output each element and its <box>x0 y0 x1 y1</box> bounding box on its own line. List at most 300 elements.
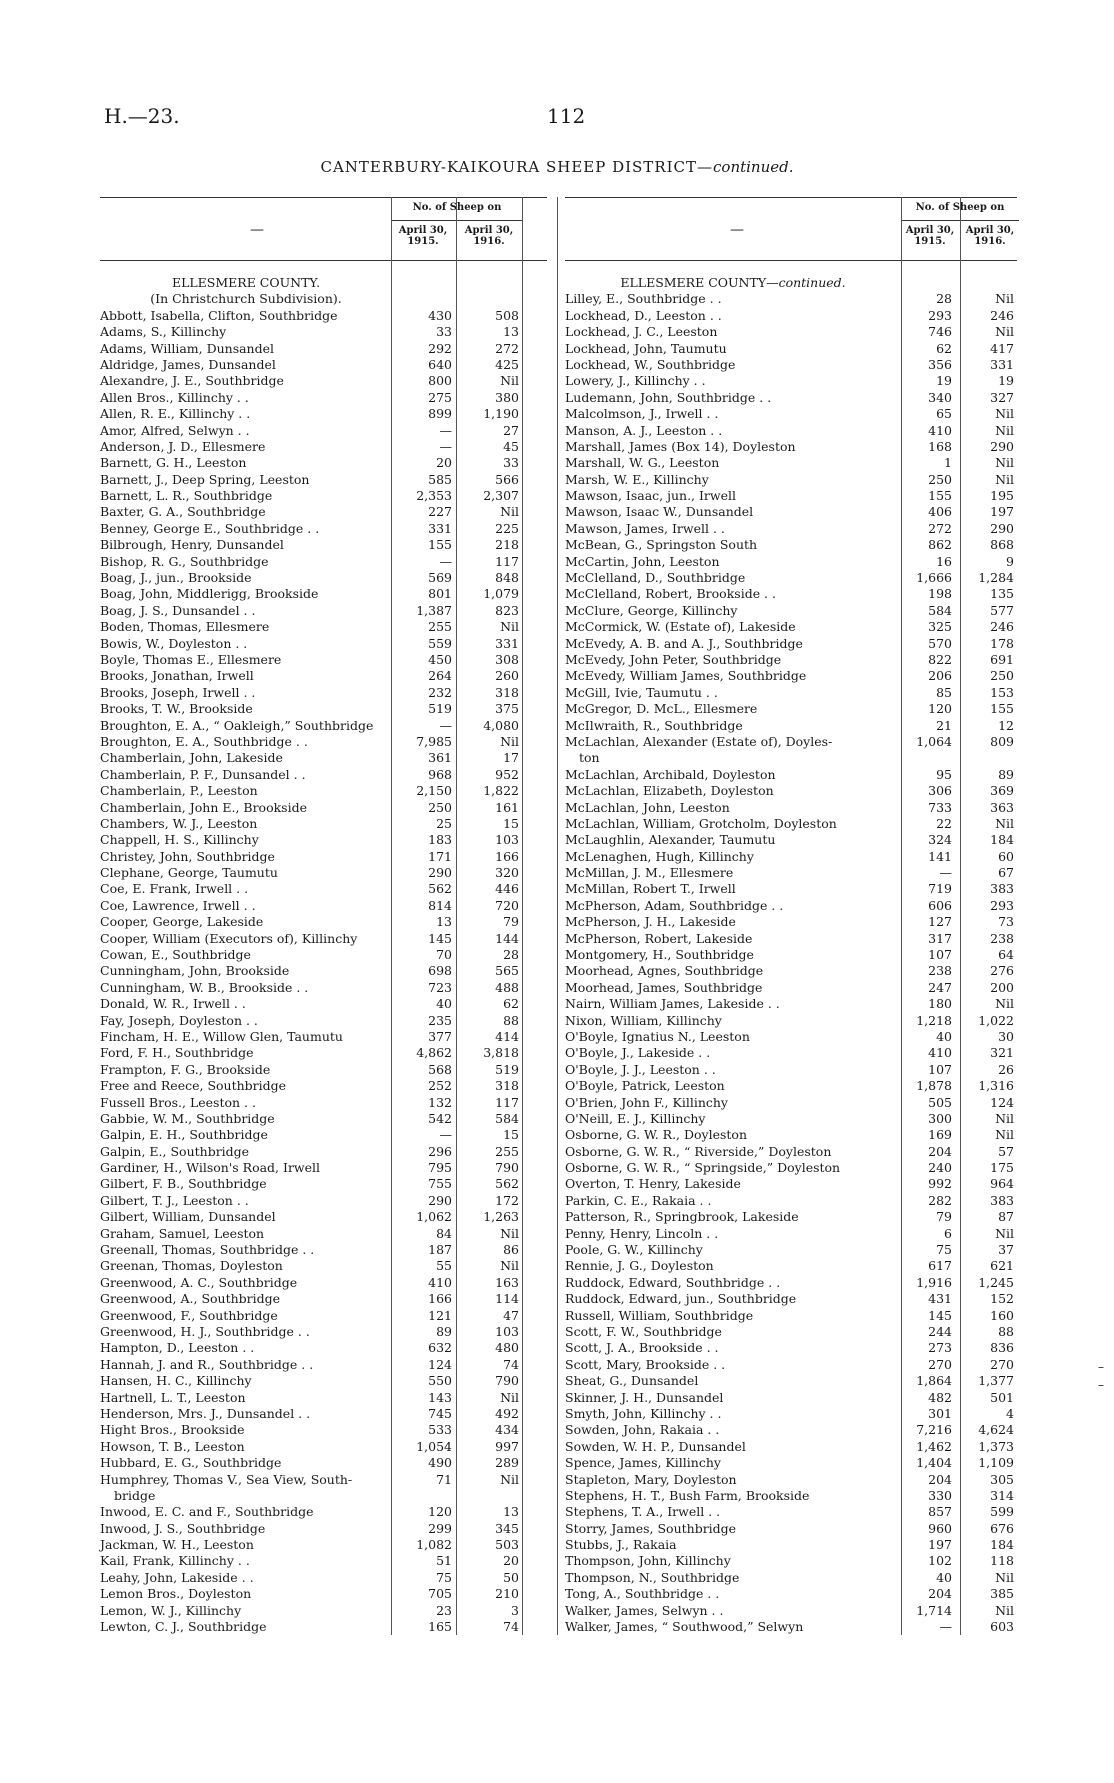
table-row <box>100 341 547 357</box>
row-value-1916: 508 <box>495 307 519 323</box>
row-name: Scott, F. W., Southbridge <box>565 1324 722 1339</box>
row-value-1915: 62 <box>936 340 952 356</box>
row-name: Stubbs, J., Rakaia <box>565 1537 677 1553</box>
row-value-1916: 153 <box>990 684 1014 700</box>
row-name: Gilbert, F. B., Southbridge <box>100 1176 267 1192</box>
table-row <box>100 324 547 340</box>
row-name: McBean, G., Springston South <box>565 537 758 553</box>
row-value-1915: 968 <box>428 766 452 782</box>
row-name: McEvedy, John Peter, Southbridge <box>565 651 782 667</box>
row-value-1916: 184 <box>990 832 1014 848</box>
table-row <box>565 423 1017 439</box>
table-row <box>565 390 1017 406</box>
row-name: Adams, William, Dunsandel <box>100 340 275 356</box>
table-row <box>565 1242 1017 1258</box>
page-number: 112 <box>547 104 586 128</box>
row-name: Brooks, Joseph, Irwell . . <box>100 684 256 700</box>
row-name: Amor, Alfred, Selwyn . . <box>100 422 250 438</box>
row-value-1916: 163 <box>495 1274 519 1290</box>
row-value-1915: 1 <box>944 455 952 471</box>
row-value-1915: 120 <box>928 701 952 717</box>
row-value-1915: 1,062 <box>416 1209 452 1225</box>
row-value-1916: 809 <box>990 733 1014 749</box>
row-name: Osborne, G. W. R., “ Riverside,” Doyleston <box>565 1143 832 1159</box>
table-row <box>100 1422 547 1438</box>
table-row <box>565 291 1017 307</box>
table-row <box>100 1013 547 1029</box>
row-value-1916: 434 <box>495 1422 519 1438</box>
table-row <box>565 1324 1017 1340</box>
table-row <box>100 718 547 734</box>
table-row <box>100 1045 547 1061</box>
table-row <box>100 668 547 684</box>
row-name: O'Brien, John F., Killinchy <box>565 1094 728 1110</box>
row-name: Greenan, Thomas, Doyleston <box>100 1258 283 1274</box>
row-value-1916: 691 <box>990 651 1014 667</box>
row-name: Manson, A. J., Leeston . . <box>565 422 723 438</box>
row-value-1916: 15 <box>503 815 519 831</box>
table-row <box>100 439 547 455</box>
row-value-1916: 566 <box>495 471 519 487</box>
row-value-1915: 270 <box>928 1356 952 1372</box>
row-value-1916: 33 <box>503 455 519 471</box>
row-value-1915: 296 <box>428 1143 452 1159</box>
row-name: Baxter, G. A., Southbridge <box>100 504 266 520</box>
row-name: Penny, Henry, Lincoln . . <box>565 1225 719 1241</box>
table-row <box>100 1078 547 1094</box>
table-row <box>100 1242 547 1258</box>
row-value-1916: 293 <box>990 897 1014 913</box>
table-row <box>100 455 547 471</box>
row-name: McPherson, J. H., Lakeside <box>565 914 736 930</box>
table-row <box>565 341 1017 357</box>
row-name: Fay, Joseph, Doyleston . . <box>100 1012 258 1028</box>
row-value-1916: 562 <box>495 1176 519 1192</box>
right-column <box>565 197 1017 1635</box>
row-value-1916: 492 <box>495 1405 519 1421</box>
row-name: Chamberlain, John E., Brookside <box>100 799 307 815</box>
row-value-1915: — <box>439 1127 452 1143</box>
table-row <box>565 521 1017 537</box>
table-row <box>565 685 1017 701</box>
row-value-1915: 75 <box>436 1569 452 1585</box>
table-row <box>100 373 547 389</box>
table-row <box>100 816 547 832</box>
table-row <box>100 800 547 816</box>
row-value-1915: — <box>439 553 452 569</box>
table-row <box>565 1373 1017 1389</box>
row-value-1916: 103 <box>495 832 519 848</box>
row-name: Walker, James, “ Southwood,” Selwyn <box>565 1619 804 1635</box>
row-name: Cooper, George, Lakeside <box>100 914 264 930</box>
row-name: Nixon, William, Killinchy <box>565 1012 722 1028</box>
row-value-1916: 1,190 <box>483 406 519 422</box>
row-value-1915: 250 <box>428 799 452 815</box>
row-value-1916: 47 <box>503 1307 519 1323</box>
row-value-1916: Nil <box>995 1110 1014 1126</box>
row-value-1915: 95 <box>936 766 952 782</box>
row-value-1916: 321 <box>990 1045 1014 1061</box>
row-value-1915: 198 <box>928 586 952 602</box>
row-name: McMillan, J. M., Ellesmere <box>565 865 734 881</box>
table-row <box>100 1340 547 1356</box>
table-row <box>565 472 1017 488</box>
row-value-1916: 383 <box>990 881 1014 897</box>
table-row <box>565 619 1017 635</box>
row-value-1916: 118 <box>990 1553 1014 1569</box>
row-value-1916: 584 <box>495 1110 519 1126</box>
row-value-1915: 250 <box>928 471 952 487</box>
table-row <box>100 1439 547 1455</box>
row-value-1916: 88 <box>503 1012 519 1028</box>
row-name: Marshall, James (Box 14), Doyleston <box>565 438 796 454</box>
row-name: Poole, G. W., Killinchy <box>565 1242 703 1258</box>
row-value-1916: 318 <box>495 684 519 700</box>
row-value-1916: 67 <box>998 865 1014 881</box>
row-value-1916: 260 <box>495 668 519 684</box>
row-value-1915: 28 <box>936 291 952 307</box>
table-row <box>100 1176 547 1192</box>
row-value-1915: 542 <box>428 1110 452 1126</box>
row-name: Clephane, George, Taumutu <box>100 865 278 881</box>
row-name: Bilbrough, Henry, Dunsandel <box>100 537 284 553</box>
row-name: McLachlan, Archibald, Doyleston <box>565 766 776 782</box>
row-value-1916: 621 <box>990 1258 1014 1274</box>
row-value-1916: 124 <box>990 1094 1014 1110</box>
row-value-1915: 632 <box>428 1340 452 1356</box>
row-value-1916: 160 <box>990 1307 1014 1323</box>
row-name: Cowan, E., Southbridge <box>100 947 251 963</box>
row-name: Ludemann, John, Southbridge . . <box>565 389 772 405</box>
row-value-1916: 964 <box>990 1176 1014 1192</box>
row-value-1915: 107 <box>928 947 952 963</box>
row-name: Humphrey, Thomas V., Sea View, South- <box>100 1471 353 1487</box>
row-name: Mawson, Isaac W., Dunsandel <box>565 504 754 520</box>
row-value-1916: Nil <box>500 1389 519 1405</box>
row-name: Adams, S., Killinchy <box>100 324 227 340</box>
row-value-1915: 377 <box>428 1028 452 1044</box>
row-name: Lockhead, John, Taumutu <box>565 340 727 356</box>
row-value-1915: 331 <box>428 520 452 536</box>
row-name: Coe, Lawrence, Irwell . . <box>100 897 256 913</box>
row-name: McEvedy, William James, Southbridge <box>565 668 807 684</box>
row-value-1915: 482 <box>928 1389 952 1405</box>
row-name: McPherson, Robert, Lakeside <box>565 930 753 946</box>
table-row <box>565 1078 1017 1094</box>
table-row <box>100 308 547 324</box>
row-value-1916: 308 <box>495 651 519 667</box>
row-value-1915: 255 <box>428 619 452 635</box>
row-value-1916: 369 <box>990 783 1014 799</box>
table-row <box>100 1373 547 1389</box>
row-value-1916: 225 <box>495 520 519 536</box>
row-value-1915: 723 <box>428 979 452 995</box>
row-value-1916: 1,022 <box>978 1012 1014 1028</box>
margin-mark: – <box>1098 1378 1104 1392</box>
row-name: Benney, George E., Southbridge . . <box>100 520 320 536</box>
row-value-1915: 1,218 <box>916 1012 952 1028</box>
table-row <box>565 1160 1017 1176</box>
table-row <box>565 1619 1017 1635</box>
row-name: Skinner, J. H., Dunsandel <box>565 1389 724 1405</box>
row-value-1916: 155 <box>990 701 1014 717</box>
row-name: Stephens, H. T., Bush Farm, Brookside <box>565 1487 810 1503</box>
row-value-1915: 1,878 <box>916 1078 952 1094</box>
row-value-1915: 204 <box>928 1586 952 1602</box>
header-1916: April 30, 1916. <box>965 225 1015 247</box>
row-value-1915: 960 <box>928 1520 952 1536</box>
row-name: Ruddock, Edward, jun., Southbridge <box>565 1291 797 1307</box>
row-value-1916: 12 <box>998 717 1014 733</box>
row-value-1916: 246 <box>990 619 1014 635</box>
table-row <box>100 1357 547 1373</box>
row-name: Smyth, John, Killinchy . . <box>565 1405 722 1421</box>
row-value-1915: 862 <box>928 537 952 553</box>
row-value-1916: 331 <box>990 356 1014 372</box>
row-name: Nairn, William James, Lakeside . . <box>565 996 780 1012</box>
row-value-1915: 324 <box>928 832 952 848</box>
row-value-1915: 361 <box>428 750 452 766</box>
table-row <box>565 963 1017 979</box>
table-row <box>565 1455 1017 1471</box>
row-name: Gabbie, W. M., Southbridge <box>100 1110 275 1126</box>
row-value-1916: 166 <box>495 848 519 864</box>
row-value-1916: 318 <box>495 1078 519 1094</box>
row-value-1916: 997 <box>495 1438 519 1454</box>
row-name: Fussell Bros., Leeston . . <box>100 1094 256 1110</box>
row-value-1915: 1,666 <box>916 570 952 586</box>
row-name: McClure, George, Killinchy <box>565 602 738 618</box>
row-value-1915: 240 <box>928 1160 952 1176</box>
row-name: bridge <box>114 1487 156 1503</box>
row-name: Howson, T. B., Leeston <box>100 1438 245 1454</box>
row-value-1916: 603 <box>990 1619 1014 1635</box>
row-value-1915: 252 <box>428 1078 452 1094</box>
row-value-1915: 171 <box>428 848 452 864</box>
row-value-1915: 120 <box>428 1504 452 1520</box>
table-row <box>565 849 1017 865</box>
table-row <box>100 849 547 865</box>
row-value-1916: 380 <box>495 389 519 405</box>
row-value-1915: 290 <box>428 1192 452 1208</box>
row-name: Lemon Bros., Doyleston <box>100 1586 252 1602</box>
row-value-1916: 175 <box>990 1160 1014 1176</box>
row-value-1915: 16 <box>936 553 952 569</box>
row-value-1915: 40 <box>936 1569 952 1585</box>
row-value-1916: 114 <box>495 1291 519 1307</box>
row-value-1916: 836 <box>990 1340 1014 1356</box>
row-name: Mawson, Isaac, jun., Irwell <box>565 488 736 504</box>
row-value-1916: 50 <box>503 1569 519 1585</box>
row-name: Barnett, L. R., Southbridge <box>100 488 273 504</box>
row-value-1915: 617 <box>928 1258 952 1274</box>
row-name: McClelland, D., Southbridge <box>565 570 746 586</box>
table-row <box>565 898 1017 914</box>
row-value-1915: 292 <box>428 340 452 356</box>
row-value-1915: 55 <box>436 1258 452 1274</box>
row-name: Russell, William, Southbridge <box>565 1307 754 1323</box>
row-value-1916: 1,373 <box>978 1438 1014 1454</box>
row-name: Chambers, W. J., Leeston <box>100 815 258 831</box>
row-value-1916: Nil <box>500 1225 519 1241</box>
row-value-1916: 87 <box>998 1209 1014 1225</box>
row-name: Barnett, J., Deep Spring, Leeston <box>100 471 310 487</box>
row-name: McLachlan, Elizabeth, Doyleston <box>565 783 774 799</box>
row-value-1916: 17 <box>503 750 519 766</box>
table-row <box>565 537 1017 553</box>
table-row <box>100 701 547 717</box>
table-row <box>565 832 1017 848</box>
row-value-1915: 317 <box>928 930 952 946</box>
row-name: Cunningham, John, Brookside <box>100 963 290 979</box>
row-value-1915: 569 <box>428 570 452 586</box>
row-value-1915: 33 <box>436 324 452 340</box>
row-value-1916: 375 <box>495 701 519 717</box>
row-value-1916: 276 <box>990 963 1014 979</box>
row-name: Lockhead, D., Leeston . . <box>565 307 722 323</box>
row-name: Barnett, G. H., Leeston <box>100 455 247 471</box>
table-row <box>100 1275 547 1291</box>
table-row <box>100 1472 547 1488</box>
row-value-1916: 218 <box>495 537 519 553</box>
row-name: Lilley, E., Southbridge . . <box>565 291 722 307</box>
row-value-1915: 127 <box>928 914 952 930</box>
row-name: Montgomery, H., Southbridge <box>565 947 754 963</box>
row-value-1916: Nil <box>995 406 1014 422</box>
row-value-1916: 331 <box>495 635 519 651</box>
row-value-1915: 51 <box>436 1553 452 1569</box>
row-value-1915: 124 <box>428 1356 452 1372</box>
row-value-1916: 1,263 <box>483 1209 519 1225</box>
table-row <box>100 1570 547 1586</box>
section-heading: ELLESMERE COUNTY. <box>171 275 321 290</box>
table-row <box>565 1521 1017 1537</box>
table-row <box>565 1406 1017 1422</box>
table-row <box>565 767 1017 783</box>
row-value-1915: 1,714 <box>916 1602 952 1618</box>
table-row <box>565 1275 1017 1291</box>
row-value-1915: 89 <box>436 1324 452 1339</box>
row-value-1915: 585 <box>428 471 452 487</box>
row-value-1915: 559 <box>428 635 452 651</box>
row-name: McGill, Ivie, Taumutu . . <box>565 684 718 700</box>
row-value-1916: 15 <box>503 1127 519 1143</box>
table-row <box>565 750 1017 766</box>
row-name: Gardiner, H., Wilson's Road, Irwell <box>100 1160 321 1176</box>
row-name: Hight Bros., Brookside <box>100 1422 245 1438</box>
table-row <box>100 947 547 963</box>
table-row <box>100 734 547 750</box>
row-value-1915: 745 <box>428 1405 452 1421</box>
row-value-1915: 102 <box>928 1553 952 1569</box>
row-value-1915: 282 <box>928 1192 952 1208</box>
row-value-1916: 60 <box>998 848 1014 864</box>
row-name: Boag, J., jun., Brookside <box>100 570 252 586</box>
row-value-1915: 273 <box>928 1340 952 1356</box>
row-value-1916: 74 <box>503 1356 519 1372</box>
row-value-1916: 1,377 <box>978 1373 1014 1389</box>
row-value-1916: 519 <box>495 1061 519 1077</box>
right-rows <box>565 275 1017 1635</box>
row-value-1916: 383 <box>990 1192 1014 1208</box>
section-text: ELLESMERE COUNTY— <box>620 275 779 290</box>
table-row <box>565 1111 1017 1127</box>
row-value-1916: 20 <box>503 1553 519 1569</box>
row-value-1916: Nil <box>500 373 519 389</box>
table-row <box>100 1390 547 1406</box>
row-value-1916: 255 <box>495 1143 519 1159</box>
table-row <box>100 357 547 373</box>
table-row <box>565 1537 1017 1553</box>
row-name: Graham, Samuel, Leeston <box>100 1225 265 1241</box>
table-row <box>565 373 1017 389</box>
row-value-1915: 2,353 <box>416 488 452 504</box>
table-row <box>565 1226 1017 1242</box>
table-row <box>565 1357 1017 1373</box>
row-name: Overton, T. Henry, Lakeside <box>565 1176 741 1192</box>
row-name: Osborne, G. W. R., “ Springside,” Doyleston <box>565 1160 841 1176</box>
row-value-1915: 143 <box>428 1389 452 1405</box>
row-value-1916: 161 <box>495 799 519 815</box>
row-value-1916: 1,316 <box>978 1078 1014 1094</box>
row-value-1916: 62 <box>503 996 519 1012</box>
row-name: Lockhead, J. C., Leeston <box>565 324 718 340</box>
table-row <box>565 734 1017 750</box>
row-value-1915: 40 <box>936 1028 952 1044</box>
table-row <box>100 914 547 930</box>
row-name: Ruddock, Edward, Southbridge . . <box>565 1274 781 1290</box>
row-value-1915: — <box>439 717 452 733</box>
row-value-1916: 9 <box>1006 553 1014 569</box>
row-value-1916: Nil <box>995 471 1014 487</box>
row-value-1916: 184 <box>990 1537 1014 1553</box>
table-row <box>565 652 1017 668</box>
header-1915: April 30, 1915. <box>905 225 955 247</box>
table-row <box>100 570 547 586</box>
table-row <box>565 1045 1017 1061</box>
row-value-1916: 1,079 <box>483 586 519 602</box>
header-1916: April 30, 1916. <box>464 225 514 247</box>
row-value-1915: 145 <box>428 930 452 946</box>
table-row <box>565 865 1017 881</box>
row-value-1916: Nil <box>995 291 1014 307</box>
row-value-1916: Nil <box>500 619 519 635</box>
row-value-1916: 4,624 <box>978 1422 1014 1438</box>
table-row <box>100 996 547 1012</box>
row-value-1915: 814 <box>428 897 452 913</box>
table-row <box>100 1553 547 1569</box>
row-name: Scott, J. A., Brookside . . <box>565 1340 719 1356</box>
row-value-1915: 733 <box>928 799 952 815</box>
row-name: Boag, John, Middlerigg, Brookside <box>100 586 319 602</box>
row-name: Chamberlain, John, Lakeside <box>100 750 283 766</box>
row-value-1915: 71 <box>436 1471 452 1487</box>
table-row <box>100 1291 547 1307</box>
row-name: Lemon, W. J., Killinchy <box>100 1602 242 1618</box>
header-1915: April 30, 1915. <box>398 225 448 247</box>
row-value-1916: 565 <box>495 963 519 979</box>
row-name: Boag, J. S., Dunsandel . . <box>100 602 256 618</box>
table-row <box>565 1193 1017 1209</box>
row-name: McIlwraith, R., Southbridge <box>565 717 743 733</box>
row-value-1916: 289 <box>495 1455 519 1471</box>
row-name: McLaughlin, Alexander, Taumutu <box>565 832 776 848</box>
table-row <box>100 1619 547 1635</box>
row-value-1915: 533 <box>428 1422 452 1438</box>
row-name: McMillan, Robert T., Irwell <box>565 881 736 897</box>
row-name: Donald, W. R., Irwell . . <box>100 996 246 1012</box>
row-value-1916: 172 <box>495 1192 519 1208</box>
